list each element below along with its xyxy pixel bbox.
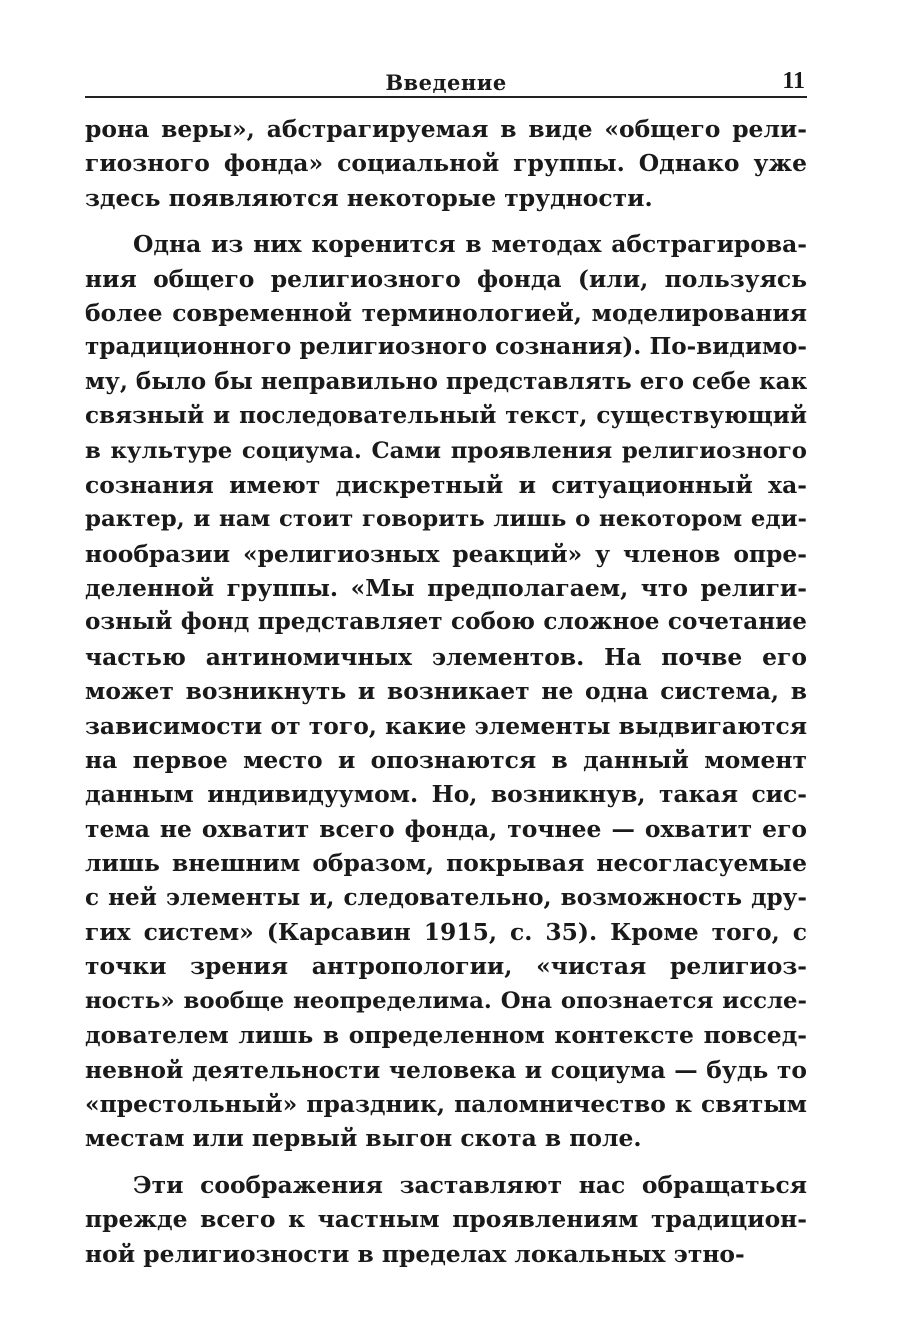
- paragraph: [85, 112, 807, 215]
- text-line: дователем лишь в определенном контексте повсед-: [85, 1021, 807, 1050]
- text-line: «престольный» праздник, паломничество к святым: [85, 1089, 807, 1118]
- text-line: может возникнуть и возникает не одна система, в: [85, 677, 807, 706]
- text-line: ной религиозности в пределах локальных этно-: [85, 1239, 745, 1268]
- text-line: здесь появляются некоторые трудности.: [85, 183, 653, 212]
- text-line: в культуре социума. Сами проявления религиозного: [85, 437, 807, 464]
- paragraph-gap: [85, 215, 807, 227]
- text-line: рона веры», абстрагируемая в виде «общего рели-: [85, 115, 807, 143]
- text-line: невной деятельности человека и социума — будь то: [85, 1055, 807, 1084]
- text-line: Одна из них коренится в методах абстрагирова-: [133, 230, 807, 259]
- text-line: данным индивидуумом. Но, возникнув, такая сис-: [85, 780, 807, 809]
- paragraph: [85, 1168, 807, 1271]
- text-line: частью антиномичных элементов. На почве его: [85, 642, 807, 671]
- text-line: озный фонд представляет собою сложное сочетание: [85, 608, 807, 636]
- text-line: традиционного религиозного сознания). По-видимо-: [85, 333, 807, 361]
- page-number: 11: [782, 68, 805, 94]
- paragraph-gap: [85, 1156, 807, 1168]
- text-line: на первое место и опознаются в данный момент: [85, 746, 807, 775]
- body-text: [85, 112, 807, 1271]
- text-line: гиозного фонда» социальной группы. Однако уже: [85, 149, 807, 178]
- text-line: рактер, и нам стоит говорить лишь о некотором еди-: [85, 506, 807, 533]
- text-line: ния общего религиозного фонда (или, пользуясь: [85, 264, 807, 293]
- text-line: более современной терминологией, моделирования: [85, 298, 807, 327]
- paragraph: [85, 227, 807, 1156]
- text-line: с ней элементы и, следовательно, возможность дру-: [85, 883, 807, 911]
- book-page: [85, 62, 807, 1271]
- text-line: ность» вообще неопределима. Она опознается иссле-: [85, 987, 807, 1014]
- text-line: связный и последовательный текст, существующий: [85, 402, 807, 430]
- text-line: му, было бы неправильно представлять его себе как: [85, 367, 807, 395]
- text-line: нообразии «религиозных реакций» у членов опре-: [85, 539, 807, 568]
- text-line: сознания имеют дискретный и ситуационный ха-: [85, 470, 807, 499]
- text-line: деленной группы. «Мы предполагаем, что религи-: [85, 574, 807, 603]
- text-line: гих систем» (Карсавин 1915, с. 35). Кроме того, с: [85, 917, 807, 946]
- text-line: местам или первый выгон скота в поле.: [85, 1124, 642, 1153]
- text-line: прежде всего к частным проявлениям традицион-: [85, 1205, 807, 1234]
- running-header: [85, 62, 807, 98]
- text-line: лишь внешним образом, покрывая несогласуемые: [85, 849, 807, 878]
- text-line: Эти соображения заставляют нас обращаться: [133, 1170, 807, 1199]
- text-line: зависимости от того, какие элементы выдвигаются: [85, 711, 807, 740]
- text-line: точки зрения антропологии, «чистая религиоз-: [85, 952, 807, 981]
- chapter-title: Введение: [385, 70, 507, 95]
- text-line: тема не охватит всего фонда, точнее — охватит его: [85, 814, 807, 843]
